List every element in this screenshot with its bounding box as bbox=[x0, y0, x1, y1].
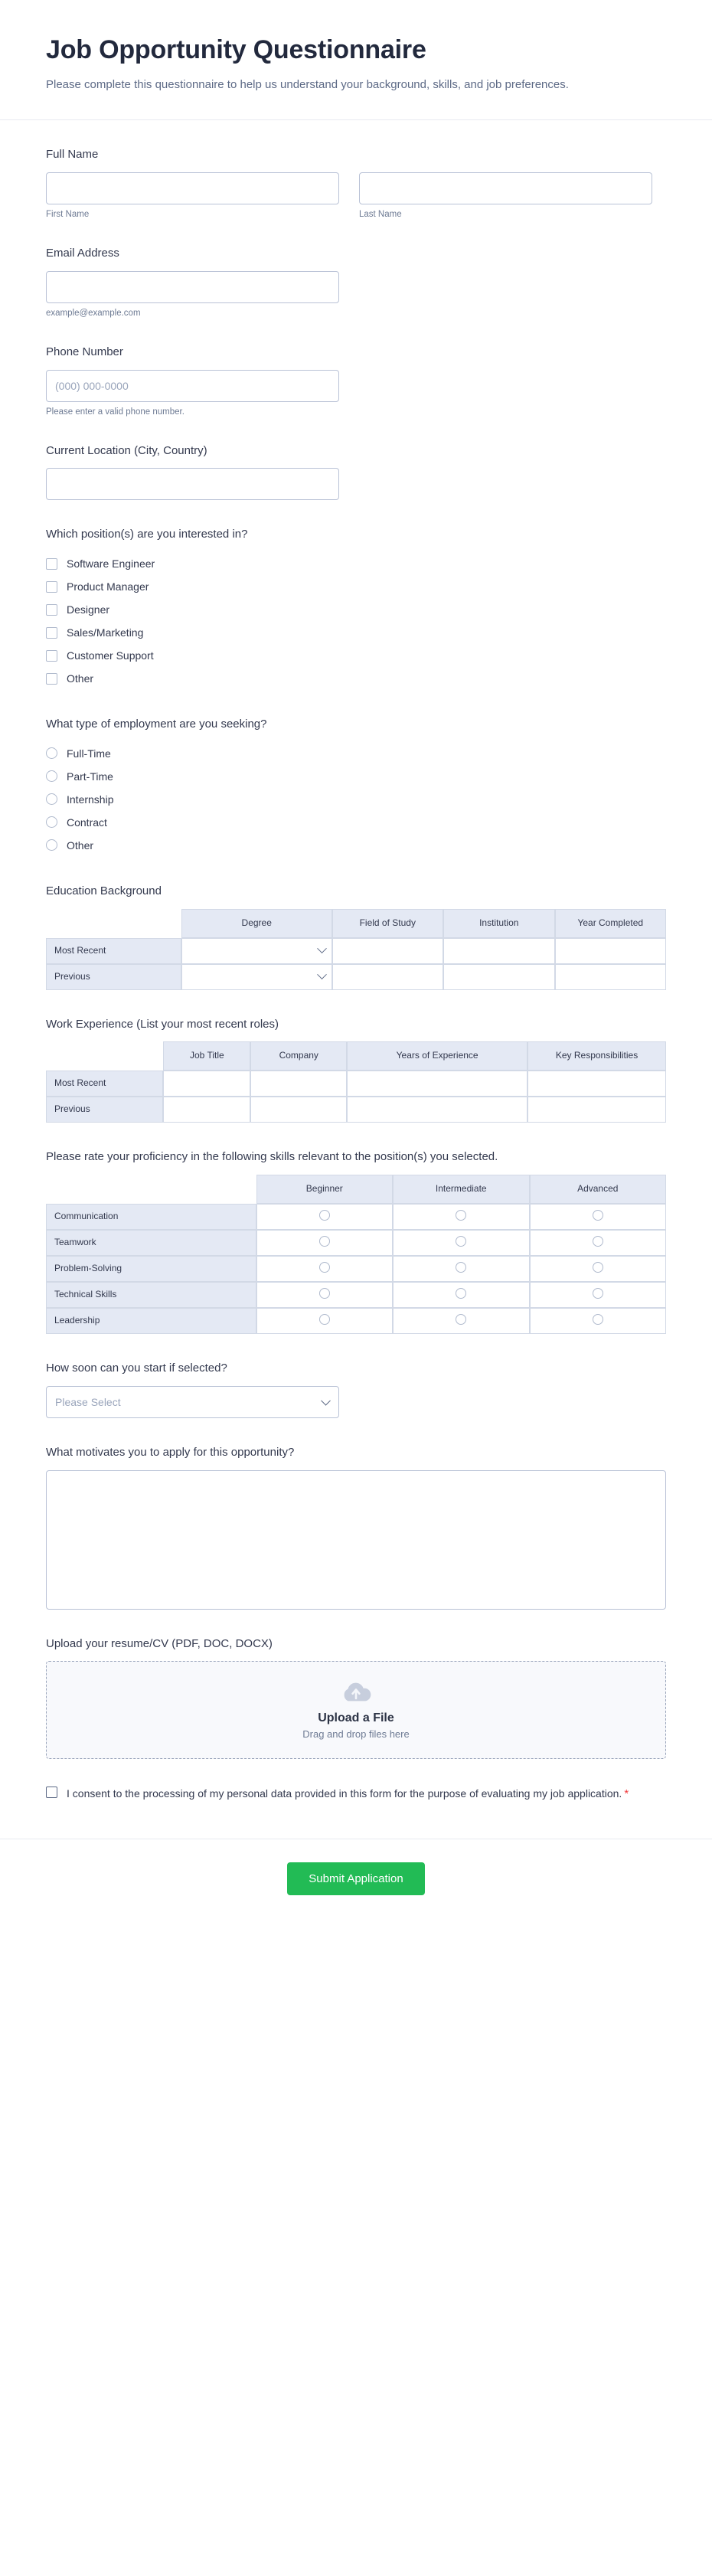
radio-label: Internship bbox=[67, 793, 114, 806]
column-header: Field of Study bbox=[332, 909, 443, 938]
phone-sublabel: Please enter a valid phone number. bbox=[46, 407, 185, 417]
radio-icon[interactable] bbox=[319, 1262, 330, 1273]
radio-icon[interactable] bbox=[456, 1210, 466, 1221]
radio-icon[interactable] bbox=[593, 1288, 603, 1299]
work-header-row bbox=[46, 1041, 666, 1071]
column-header: Degree bbox=[181, 909, 332, 938]
education-degree-select[interactable] bbox=[181, 938, 332, 964]
skill-rating-cell[interactable] bbox=[530, 1308, 667, 1334]
education-degree-select[interactable] bbox=[181, 964, 332, 990]
field-location bbox=[46, 443, 666, 501]
column-header: Company bbox=[250, 1041, 347, 1071]
radio-label: Part-Time bbox=[67, 770, 113, 783]
skill-rating-cell[interactable] bbox=[530, 1256, 667, 1282]
chevron-down-icon bbox=[317, 969, 327, 979]
checkbox-item[interactable] bbox=[46, 598, 666, 621]
start-date-selected-value: Please Select bbox=[55, 1395, 121, 1408]
skills-header-row bbox=[46, 1175, 666, 1204]
last-name-input[interactable] bbox=[359, 172, 652, 204]
work-job-title-input[interactable] bbox=[163, 1071, 250, 1097]
skill-rating-cell[interactable] bbox=[256, 1308, 393, 1334]
education-year-input[interactable] bbox=[555, 938, 667, 964]
last-name-sublabel: Last Name bbox=[359, 210, 402, 219]
skill-rating-cell[interactable] bbox=[393, 1256, 529, 1282]
work-experience-label: Work Experience (List your most recent roles) bbox=[46, 1017, 279, 1031]
radio-item[interactable] bbox=[46, 788, 666, 811]
checkbox-icon[interactable] bbox=[46, 650, 57, 662]
table-row bbox=[46, 1071, 666, 1097]
skill-rating-cell[interactable] bbox=[393, 1308, 529, 1334]
upload-label: Upload your resume/CV (PDF, DOC, DOCX) bbox=[46, 1636, 273, 1650]
employment-type-radio-list bbox=[46, 742, 666, 857]
row-header: Previous bbox=[46, 1097, 163, 1123]
start-date-select[interactable] bbox=[46, 1386, 339, 1418]
skill-rating-cell[interactable] bbox=[530, 1282, 667, 1308]
radio-label: Other bbox=[67, 839, 94, 852]
chevron-down-icon bbox=[317, 943, 327, 953]
skill-rating-cell[interactable] bbox=[530, 1230, 667, 1256]
field-start-date bbox=[46, 1360, 666, 1418]
field-positions bbox=[46, 526, 666, 690]
skill-rating-cell[interactable] bbox=[530, 1204, 667, 1230]
column-header: Beginner bbox=[256, 1175, 393, 1204]
radio-icon[interactable] bbox=[593, 1210, 603, 1221]
radio-icon[interactable] bbox=[593, 1314, 603, 1325]
field-skills bbox=[46, 1149, 666, 1334]
row-header: Leadership bbox=[46, 1308, 256, 1334]
radio-icon[interactable] bbox=[319, 1314, 330, 1325]
work-responsibilities-input[interactable] bbox=[527, 1071, 666, 1097]
radio-icon[interactable] bbox=[319, 1210, 330, 1221]
education-field-input[interactable] bbox=[332, 938, 443, 964]
row-header: Most Recent bbox=[46, 1071, 163, 1097]
radio-icon[interactable] bbox=[456, 1236, 466, 1247]
work-company-input[interactable] bbox=[250, 1071, 347, 1097]
field-work-experience bbox=[46, 1016, 666, 1123]
checkbox-label: Other bbox=[67, 672, 94, 685]
checkbox-label: Software Engineer bbox=[67, 557, 155, 570]
skills-matrix-table bbox=[46, 1175, 666, 1334]
radio-icon[interactable] bbox=[319, 1288, 330, 1299]
upload-title: Upload a File bbox=[318, 1711, 394, 1724]
row-header: Previous bbox=[46, 964, 181, 990]
field-full-name bbox=[46, 146, 666, 219]
upload-hint: Drag and drop files here bbox=[302, 1728, 410, 1740]
column-header: Job Title bbox=[163, 1041, 250, 1071]
skill-rating-cell[interactable] bbox=[256, 1204, 393, 1230]
education-label: Education Background bbox=[46, 884, 162, 897]
field-email bbox=[46, 245, 666, 318]
checkbox-label: Sales/Marketing bbox=[67, 626, 144, 639]
work-company-input[interactable] bbox=[250, 1097, 347, 1123]
motivation-label: What motivates you to apply for this opportunity? bbox=[46, 1445, 295, 1459]
email-sublabel: example@example.com bbox=[46, 308, 141, 318]
radio-label: Contract bbox=[67, 816, 107, 829]
field-upload bbox=[46, 1636, 666, 1760]
radio-icon[interactable] bbox=[46, 770, 57, 782]
radio-item[interactable] bbox=[46, 765, 666, 788]
table-row bbox=[46, 1308, 666, 1334]
form-body bbox=[0, 120, 712, 1838]
education-header-row bbox=[46, 909, 666, 938]
first-name-group bbox=[46, 172, 339, 219]
checkbox-item[interactable] bbox=[46, 621, 666, 644]
radio-item[interactable] bbox=[46, 834, 666, 857]
field-employment-type bbox=[46, 716, 666, 857]
work-years-input[interactable] bbox=[347, 1097, 527, 1123]
work-responsibilities-input[interactable] bbox=[527, 1097, 666, 1123]
consent-checkbox-icon[interactable] bbox=[46, 1787, 57, 1798]
positions-checkbox-list bbox=[46, 552, 666, 690]
start-date-label: How soon can you start if selected? bbox=[46, 1362, 227, 1375]
page-subtitle: Please complete this questionnaire to help us understand your background, skills, and job preferences. bbox=[46, 78, 569, 91]
education-institution-input[interactable] bbox=[443, 938, 554, 964]
table-row bbox=[46, 1282, 666, 1308]
column-header: Institution bbox=[443, 909, 554, 938]
radio-icon[interactable] bbox=[46, 816, 57, 828]
full-name-label: Full Name bbox=[46, 148, 99, 162]
submit-application-button[interactable]: Submit Application bbox=[287, 1862, 424, 1895]
row-header: Communication bbox=[46, 1204, 256, 1230]
checkbox-icon[interactable] bbox=[46, 581, 57, 593]
skill-rating-cell[interactable] bbox=[256, 1230, 393, 1256]
checkbox-item[interactable] bbox=[46, 644, 666, 667]
education-institution-input[interactable] bbox=[443, 964, 554, 990]
checkbox-label: Product Manager bbox=[67, 580, 149, 593]
last-name-group bbox=[359, 172, 652, 219]
consent-row[interactable] bbox=[46, 1785, 666, 1803]
field-phone bbox=[46, 344, 666, 417]
skill-rating-cell[interactable] bbox=[256, 1282, 393, 1308]
skill-rating-cell[interactable] bbox=[256, 1256, 393, 1282]
radio-icon[interactable] bbox=[46, 839, 57, 851]
checkbox-label: Designer bbox=[67, 603, 110, 616]
checkbox-icon[interactable] bbox=[46, 673, 57, 685]
checkbox-item[interactable] bbox=[46, 575, 666, 598]
checkbox-icon[interactable] bbox=[46, 627, 57, 639]
skills-label: Please rate your proficiency in the following skills relevant to the position(s) you selected. bbox=[46, 1150, 498, 1164]
radio-item[interactable] bbox=[46, 742, 666, 765]
skill-rating-cell[interactable] bbox=[393, 1204, 529, 1230]
education-field-input[interactable] bbox=[332, 964, 443, 990]
education-year-input[interactable] bbox=[555, 964, 667, 990]
upload-cloud-icon bbox=[340, 1681, 372, 1704]
location-label: Current Location (City, Country) bbox=[46, 443, 207, 457]
table-corner bbox=[46, 909, 181, 938]
table-row bbox=[46, 1230, 666, 1256]
radio-icon[interactable] bbox=[456, 1288, 466, 1299]
row-header: Problem-Solving bbox=[46, 1256, 256, 1282]
column-header: Year Completed bbox=[555, 909, 667, 938]
phone-label: Phone Number bbox=[46, 345, 123, 358]
radio-icon[interactable] bbox=[319, 1236, 330, 1247]
first-name-sublabel: First Name bbox=[46, 210, 90, 219]
work-experience-table bbox=[46, 1041, 666, 1123]
radio-icon[interactable] bbox=[456, 1262, 466, 1273]
checkbox-icon[interactable] bbox=[46, 558, 57, 570]
skill-rating-cell[interactable] bbox=[393, 1230, 529, 1256]
file-upload-dropzone[interactable] bbox=[46, 1661, 666, 1759]
education-table bbox=[46, 909, 666, 990]
checkbox-item[interactable] bbox=[46, 667, 666, 690]
radio-icon[interactable] bbox=[46, 793, 57, 805]
consent-text-wrap bbox=[67, 1785, 629, 1803]
radio-label: Full-Time bbox=[67, 747, 111, 760]
form-footer bbox=[0, 1839, 712, 1930]
required-marker: * bbox=[624, 1787, 629, 1801]
field-motivation bbox=[46, 1444, 666, 1610]
first-name-input[interactable] bbox=[46, 172, 339, 204]
table-corner bbox=[46, 1041, 163, 1071]
phone-input[interactable] bbox=[46, 370, 339, 402]
checkbox-icon[interactable] bbox=[46, 604, 57, 616]
employment-type-label: What type of employment are you seeking? bbox=[46, 718, 267, 731]
skill-rating-cell[interactable] bbox=[393, 1282, 529, 1308]
email-label: Email Address bbox=[46, 247, 119, 260]
chevron-down-icon bbox=[321, 1396, 331, 1406]
column-header: Key Responsibilities bbox=[527, 1041, 666, 1071]
page-title: Job Opportunity Questionnaire bbox=[46, 35, 426, 64]
column-header: Advanced bbox=[530, 1175, 667, 1204]
radio-icon[interactable] bbox=[456, 1314, 466, 1325]
location-input[interactable] bbox=[46, 468, 339, 500]
checkbox-label: Customer Support bbox=[67, 649, 154, 662]
field-education bbox=[46, 883, 666, 990]
checkbox-item[interactable] bbox=[46, 552, 666, 575]
positions-label: Which position(s) are you interested in? bbox=[46, 528, 248, 541]
radio-icon[interactable] bbox=[46, 747, 57, 759]
table-row bbox=[46, 1204, 666, 1230]
table-corner bbox=[46, 1175, 256, 1204]
row-header: Most Recent bbox=[46, 938, 181, 964]
table-row bbox=[46, 1256, 666, 1282]
row-header: Technical Skills bbox=[46, 1282, 256, 1308]
row-header: Teamwork bbox=[46, 1230, 256, 1256]
table-row bbox=[46, 964, 666, 990]
radio-item[interactable] bbox=[46, 811, 666, 834]
radio-icon[interactable] bbox=[593, 1236, 603, 1247]
form-header bbox=[0, 0, 712, 120]
column-header: Years of Experience bbox=[347, 1041, 527, 1071]
table-row bbox=[46, 1097, 666, 1123]
table-row bbox=[46, 938, 666, 964]
column-header: Intermediate bbox=[393, 1175, 529, 1204]
motivation-textarea[interactable] bbox=[46, 1470, 666, 1610]
email-input[interactable] bbox=[46, 271, 339, 303]
work-job-title-input[interactable] bbox=[163, 1097, 250, 1123]
consent-text: I consent to the processing of my personal data provided in this form for the purpose of evaluating my job application. bbox=[67, 1787, 622, 1800]
radio-icon[interactable] bbox=[593, 1262, 603, 1273]
work-years-input[interactable] bbox=[347, 1071, 527, 1097]
